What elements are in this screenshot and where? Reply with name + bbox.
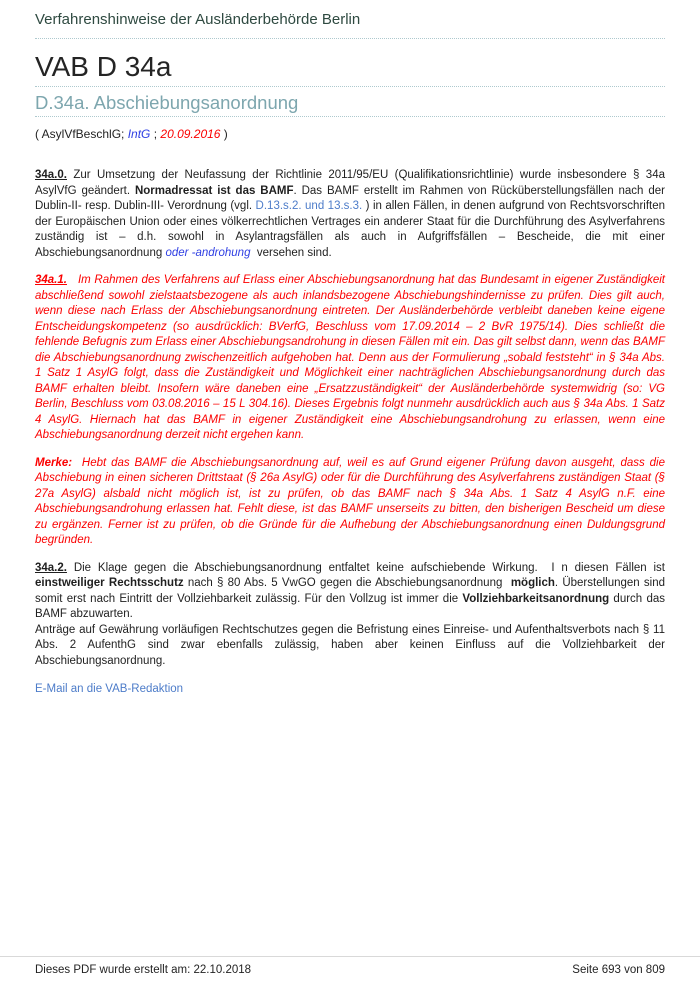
body-text: versehen sind. <box>250 246 332 259</box>
meta-separator: ; <box>150 127 161 141</box>
annotation-text: Hebt das BAMF die Abschiebungsanordnung auf, weil es auf Grund eigener Prüfung davon ausgeht, dass die Abschiebung in einen sicheren Drittstaat (§ 26a AsylG) oder für die Durchführung des Asylverfahrens zuständigen Staat (§ 27a AsylG) alsbald nicht möglich ist, ist zu prüfen, ob das BAMF nach § 34a Abs. 1 Satz 4 AsylG n.F. eine Abschiebungsandrohung erlassen hat. Fehlt diese, ist das BAMF unserseits zu bitten, den bisherigen Bescheid um diese zu ergänzen. Ferner ist zu prüfen, ob die Gründe für die Aufhebung der Abschiebungsanordnung einen Duldungsgrund begründen. <box>35 456 665 546</box>
body-text: . Überstellungen sind somit erst nach Eintritt der Vollziehbarkeit zulässig. Für den Vollzug ist immer die <box>35 577 665 605</box>
dotted-divider <box>35 116 665 117</box>
body-text: durch das BAMF abzuwarten. <box>35 592 665 620</box>
footer-created-date: Dieses PDF wurde erstellt am: 22.10.2018 <box>35 964 252 976</box>
meta-prefix: ( AsylVfBeschlG; <box>35 127 128 141</box>
body-text: Die Klage gegen die Abschiebungsanordnung entfaltet keine aufschiebende Wirkung. I n diesen Fällen ist <box>66 561 665 574</box>
email-line <box>35 682 665 697</box>
bold-text: einstweiliger Rechtsschutz <box>35 577 184 589</box>
document-masthead: Verfahrenshinweise der Ausländerbehörde Berlin <box>35 11 361 28</box>
dotted-divider <box>35 38 665 39</box>
page-title: VAB D 34a <box>35 51 172 82</box>
body-text: nach § 80 Abs. 5 VwGO gegen die Abschiebungsanordnung <box>183 577 511 589</box>
cross-reference-link[interactable]: D.13.s.2. und 13.s.3. <box>255 200 363 212</box>
paragraph-34a0 <box>35 168 665 261</box>
annotation-text: Im Rahmen des Verfahrens auf Erlass einer Abschiebungsanordnung hat das Bundesamt in eigener Zuständigkeit abschließend sowohl zielstaatsbezogene als auch inlandsbezogene Abschiebungshindernisse zu prüfen. Dies gilt auch, wenn diese nach Erlass der Abschiebungsanordnung eintreten. Der Ausländerbehörde verbleibt daneben keine eigene Entscheidungskompetenz (so ausdrücklich: BVerfG, Beschluss vom 17.09.2014 – 2 BvR 1975/14). Dies schließt die fehlende Befugnis zum Erlass einer Abschiebungsandrohung in diesen Fällen mit ein. Das gilt selbst dann, wenn das BAMF die Abschiebungsanordnung zwischenzeitlich aufgehoben hat. Denn aus der Formulierung „sobald feststeht“ in § 34a Abs. 1 Satz 1 AsylG folgt, dass die Zuständigkeit und Möglichkeit einer nachträglichen Abschiebungsanordnung durch das BAMF erhalten bleibt. Insofern wäre daneben eine „Ersatzzuständigkeit“ der Ausländerbehörde systemwidrig (so: VG Berlin, Beschluss vom 03.08.2016 – 15 L 304.16). Dieses Ergebnis folgt nunmehr ausdrücklich auch aus § 34a Abs. 1 Satz 4 AsylG. Hiernach hat das BAMF in eigener Zuständigkeit eine Abschiebungsandrohung zu erlassen, wenn eine Abschiebungsanordnung derzeit nicht ergehen kann. <box>35 274 665 441</box>
paragraph-number: 34a.0. <box>35 169 67 181</box>
paragraph-34a2 <box>35 561 665 670</box>
meta-date: 20.09.2016 <box>160 127 221 141</box>
body-text: . Das BAMF erstellt im Rahmen von Rücküberstellungsfällen nach der Dublin-II- resp. Dublin-III- Verordnung (vgl. <box>35 184 665 212</box>
body-text: Zur Umsetzung der Neufassung der Richtlinie 2011/95/EU (Qualifikationsrichtlinie) wurde insbesondere § 34a AsylVfG geändert. <box>35 169 665 197</box>
intg-link[interactable]: IntG <box>127 127 151 141</box>
bold-text: Vollziehbarkeitsanordnung <box>462 592 610 605</box>
meta-line <box>35 127 665 142</box>
paragraph-34a1 <box>35 273 665 444</box>
email-redaktion-link[interactable]: E-Mail an die VAB-Redaktion <box>35 683 184 695</box>
meta-suffix: ) <box>220 127 228 141</box>
paragraph-number: 34a.2. <box>35 561 67 574</box>
bold-text: Normadressat ist das BAMF <box>134 184 294 197</box>
dotted-divider <box>35 86 665 87</box>
page-footer <box>0 956 700 990</box>
amended-text: oder -androhung <box>165 246 251 259</box>
body-text: ) in allen Fällen, in denen aufgrund von Rechtsvorschriften der Europäischen Union oder eines völkerrechtlichen Vertrages ein anderer Staat für die Durchführung des Asylverfahrens zuständig ist – d.h. sowohl in Asylantragsfällen als auch in Aufgriffsfällen – Bescheide, die mit einer Abschiebungsanordnung <box>35 200 666 259</box>
bold-text: möglich <box>510 577 555 589</box>
merke-label: Merke: <box>35 456 73 469</box>
paragraph-merke <box>35 456 665 549</box>
body-text: Anträge auf Gewährung vorläufigen Rechtschutzes gegen die Befristung eines Einreise- und Aufenthaltsverbots nach § 11 Abs. 2 AufenthG sind zwar ebenfalls zulässig, haben aber keinen Einfluss auf die Vollziehbarkeit der Abschiebungsanordnung. <box>35 623 665 667</box>
section-heading: D.34a. Abschiebungsanordnung <box>35 92 299 113</box>
paragraph-number: 34a.1. <box>35 274 67 286</box>
footer-page-number: Seite 693 von 809 <box>572 964 665 976</box>
